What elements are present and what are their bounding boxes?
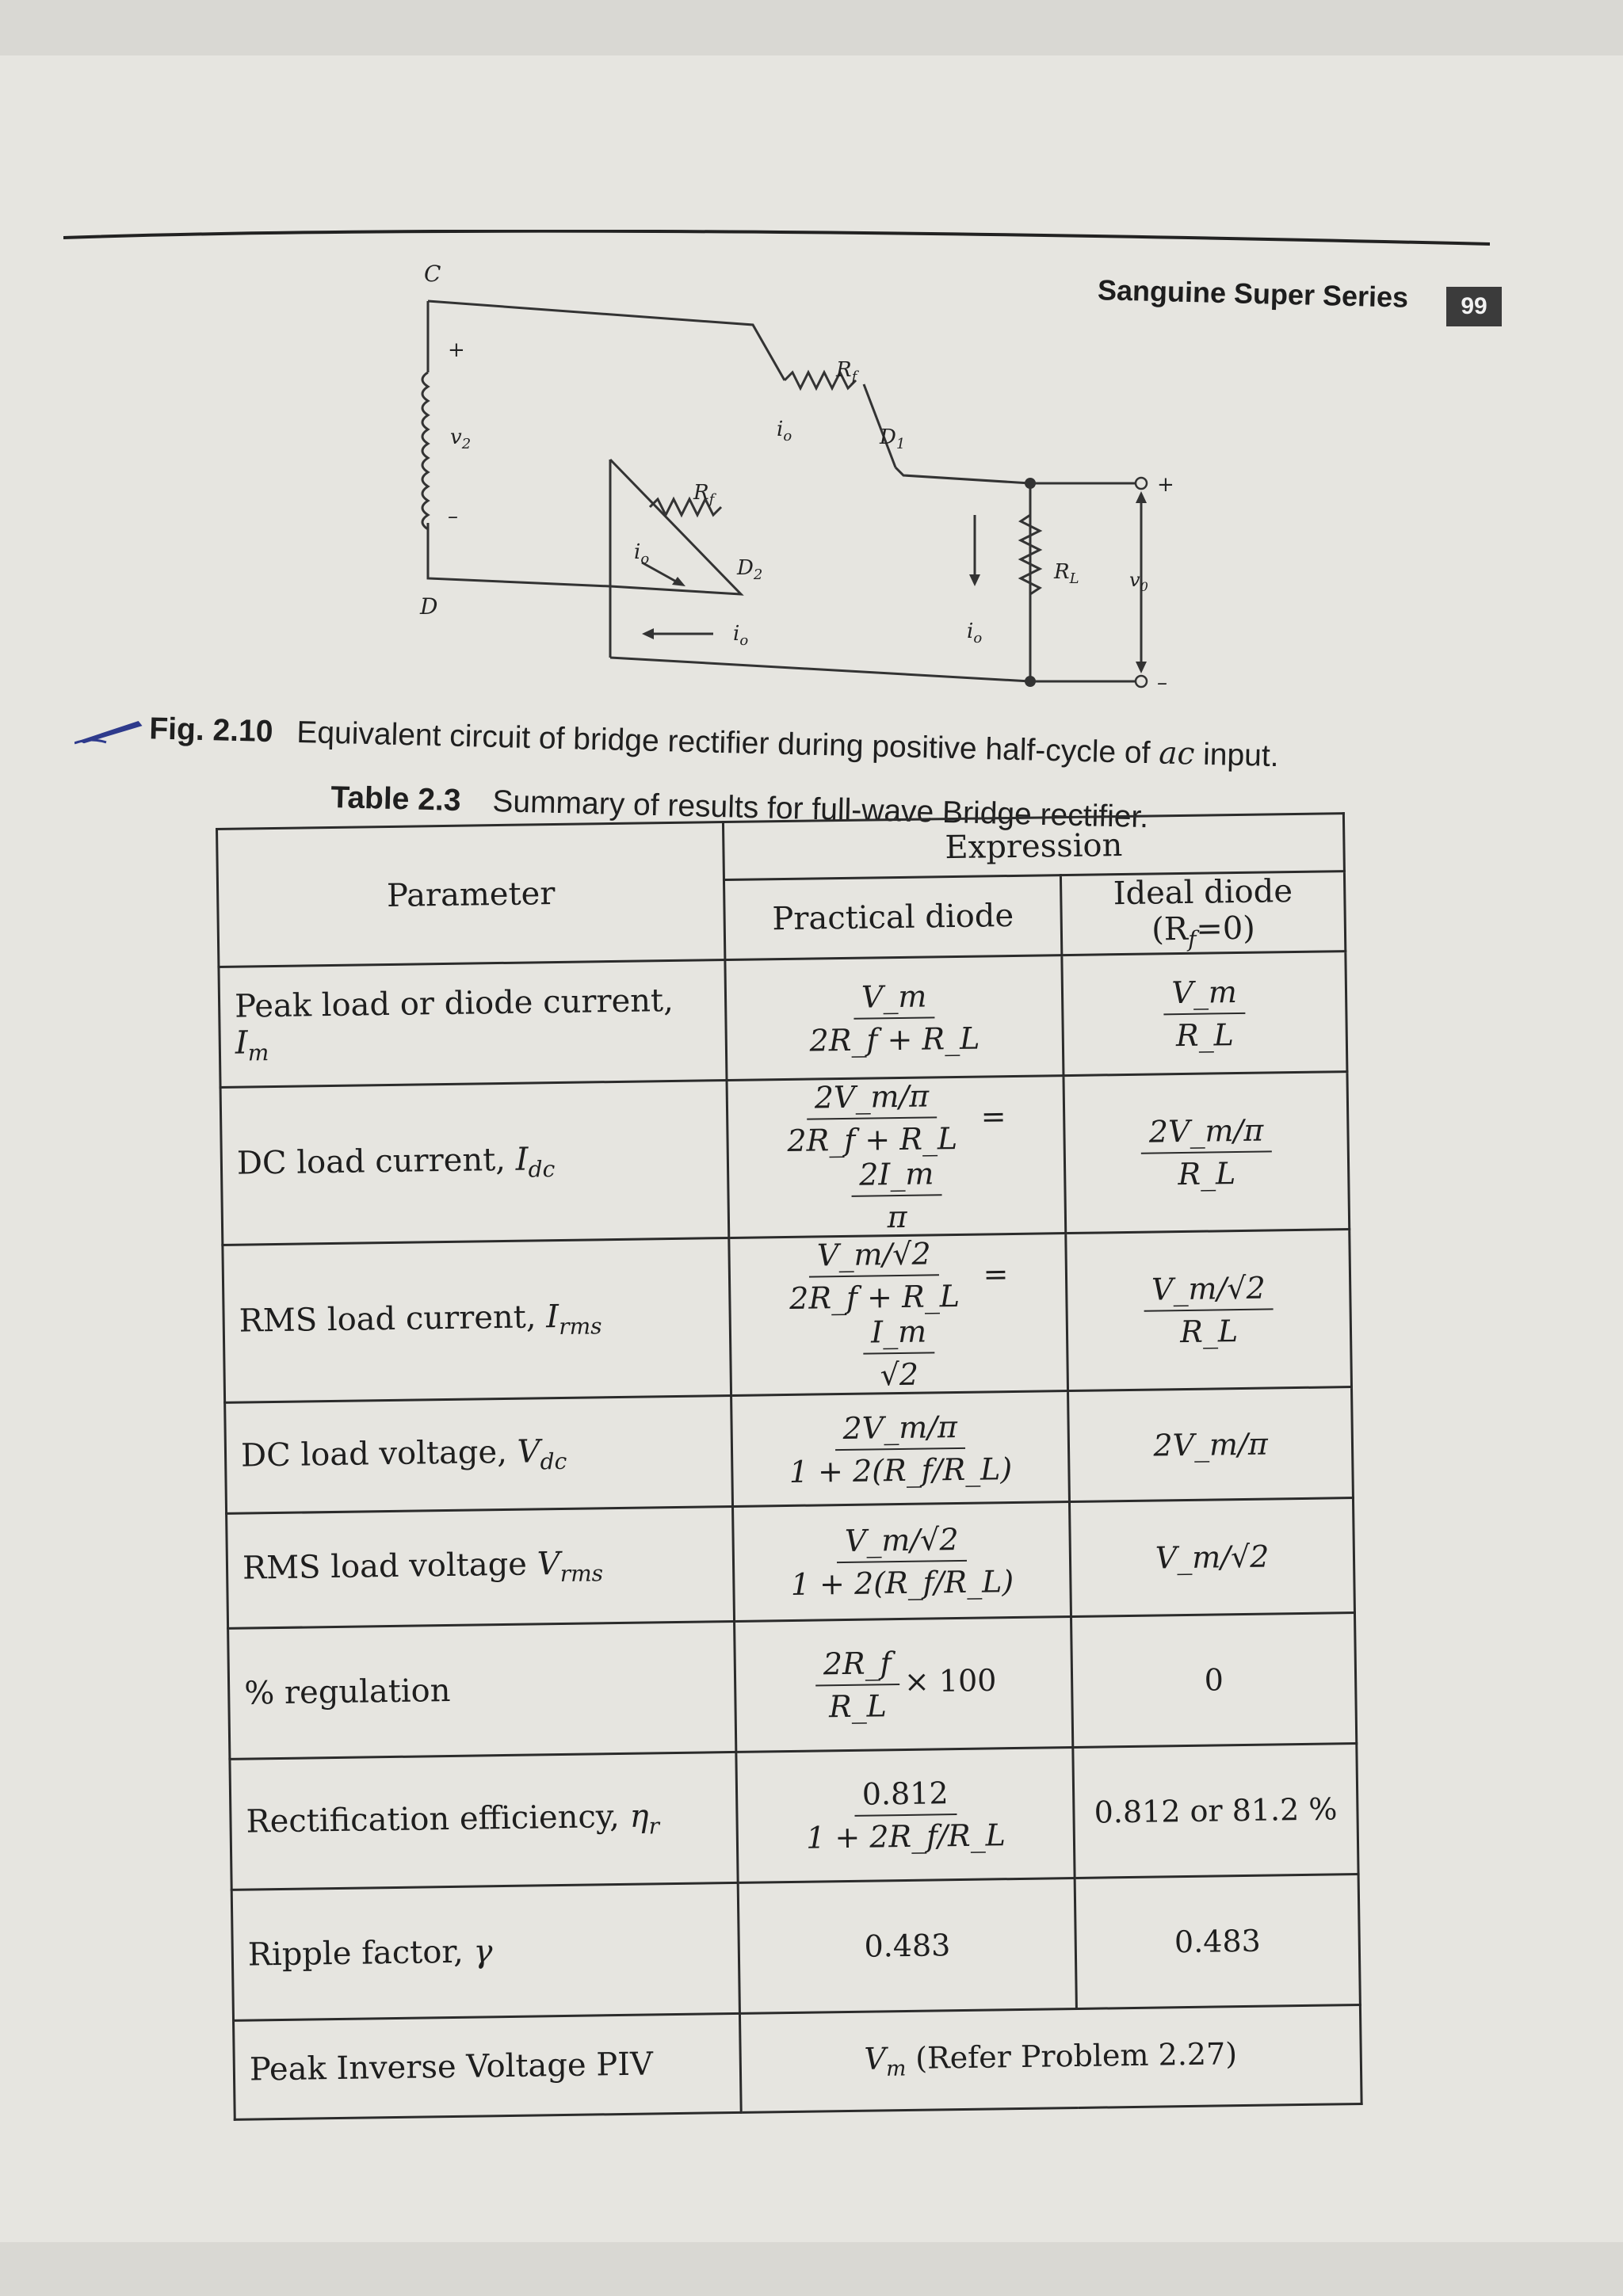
table-row xyxy=(234,2004,1362,2119)
wire-top xyxy=(428,301,785,380)
label-rl: $R_L$ xyxy=(1054,560,1079,587)
figure-caption-end: input. xyxy=(1193,737,1280,774)
vo-arrowhead-bottom xyxy=(1136,662,1147,673)
figure-caption-ac: ac xyxy=(1158,735,1195,772)
ideal-ripple: 0.483 xyxy=(1075,1874,1360,2008)
summary-table-wrap xyxy=(216,812,1363,2121)
practical-dc-voltage: $\frac{2V\_m/\pi}{1 + 2(R\_f/R\_L)}$ xyxy=(731,1391,1070,1507)
param-piv: Peak Inverse Voltage PIV xyxy=(234,2013,742,2119)
table-label: Table 2.3 xyxy=(330,780,461,818)
label-minus: – xyxy=(448,505,458,528)
label-out-plus: + xyxy=(1157,473,1174,497)
label-io-bottom: $i_o$ xyxy=(733,622,749,649)
node-rl-top xyxy=(1025,478,1036,489)
table-row xyxy=(223,1230,1352,1403)
param-efficiency: Rectification efficiency, $\eta_r$ xyxy=(230,1752,738,1890)
practical-peak-current: $\frac{V\_m}{2R\_f + R\_L}$ xyxy=(725,955,1064,1081)
ideal-peak-current: $\frac{V\_m}{R\_L}$ xyxy=(1062,952,1347,1076)
param-ripple: Ripple factor, γ xyxy=(231,1882,739,2020)
vo-arrowhead-top xyxy=(1136,491,1147,503)
rl-resistor xyxy=(1021,515,1040,594)
table-row xyxy=(231,1874,1360,2020)
label-vo: $v_0$ xyxy=(1129,569,1148,594)
label-plus: + xyxy=(448,338,465,362)
label-io-diag: $i_o$ xyxy=(634,540,650,567)
ideal-efficiency: 0.812 or 81.2 % xyxy=(1073,1744,1358,1878)
page-number: 99 xyxy=(1446,287,1502,326)
header-practical: Practical diode xyxy=(724,875,1062,960)
summary-table xyxy=(216,812,1363,2121)
practical-rms-voltage: $\frac{V\_m/√2}{1 + 2(R\_f/R\_L)}$ xyxy=(733,1502,1071,1622)
label-rf-lower: $R_f$ xyxy=(693,481,715,508)
pen-mark-icon xyxy=(74,713,147,746)
bridge-rectifier-circuit xyxy=(380,261,1212,705)
expression-piv: $V_m$ (Refer Problem 2.27) xyxy=(739,2004,1361,2112)
label-rf-top: $R_f$ xyxy=(836,358,857,385)
label-io-top: $i_o$ xyxy=(777,418,792,444)
label-io-load: $i_o$ xyxy=(967,620,983,646)
table-row xyxy=(220,1072,1350,1245)
param-rms-current: RMS load current, $I_{rms}$ xyxy=(223,1238,731,1403)
ideal-rms-current: $\frac{V\_m/√2}{R\_L}$ xyxy=(1066,1230,1352,1391)
header-ideal: Ideal diode $(R_f=0)$ xyxy=(1061,871,1346,955)
table-title: Summary of results for full-wave Bridge rectifier. xyxy=(491,784,1149,835)
ideal-rms-voltage: V_m/√2 xyxy=(1070,1498,1355,1617)
header-expression: Expression xyxy=(723,814,1344,880)
label-c: C xyxy=(424,261,441,287)
header-rule xyxy=(63,230,1490,246)
node-rl-bottom xyxy=(1025,676,1036,687)
param-regulation: % regulation xyxy=(228,1621,736,1759)
wire-d1-to-rl xyxy=(896,467,1141,483)
header-parameter: Parameter xyxy=(217,822,725,967)
table-row xyxy=(230,1744,1358,1890)
param-peak-current: Peak load or diode current, $I_m$ xyxy=(219,960,727,1088)
d2-triangle xyxy=(610,460,741,594)
table-row xyxy=(227,1498,1355,1629)
figure-label: Fig. 2.10 xyxy=(148,711,273,749)
practical-regulation: $\frac{2R\_f}{R\_L}$ × 100 xyxy=(735,1617,1073,1753)
wire-bottom-return xyxy=(610,658,1141,681)
terminal-plus xyxy=(1136,478,1147,489)
label-d1: $D_1$ xyxy=(880,425,906,452)
wire-left-bottom xyxy=(428,523,610,586)
param-dc-current: DC load current, $I_{dc}$ xyxy=(220,1081,729,1245)
io-arrowhead-down xyxy=(969,574,980,586)
table-row xyxy=(228,1613,1357,1760)
practical-dc-current: $\frac{2V\_m/\pi}{2R\_f + R\_L}$ = $\frac{2I\_m}{\pi}$ xyxy=(727,1076,1066,1238)
table-row xyxy=(225,1387,1354,1514)
practical-efficiency: $\frac{0.812}{1 + 2R\_f/R\_L}$ xyxy=(736,1748,1075,1883)
param-rms-voltage: RMS load voltage $V_{rms}$ xyxy=(227,1506,735,1628)
param-dc-voltage: DC load voltage, $V_{dc}$ xyxy=(225,1395,733,1513)
io-arrowhead-left xyxy=(642,628,654,639)
ideal-regulation: 0 xyxy=(1071,1613,1357,1748)
label-v2: $v_2$ xyxy=(450,425,472,452)
ideal-dc-current: $\frac{2V\_m/\pi}{R\_L}$ xyxy=(1064,1072,1350,1234)
transformer-coil xyxy=(422,372,428,529)
table-row xyxy=(219,952,1347,1088)
label-out-minus: – xyxy=(1157,671,1167,695)
figure-caption-text: Equivalent circuit of bridge rectifier during positive half-cycle of xyxy=(296,715,1159,771)
practical-ripple: 0.483 xyxy=(738,1878,1076,2013)
practical-rms-current: $\frac{V\_m/√2}{2R\_f + R\_L}$ = $\frac{I\_m}{√2}$ xyxy=(729,1234,1068,1396)
ideal-dc-voltage: 2V_m/π xyxy=(1068,1387,1354,1502)
terminal-minus xyxy=(1136,676,1147,687)
running-head: Sanguine Super Series xyxy=(1097,273,1409,314)
label-d2: $D_2$ xyxy=(737,556,763,583)
label-d: D xyxy=(420,593,438,620)
